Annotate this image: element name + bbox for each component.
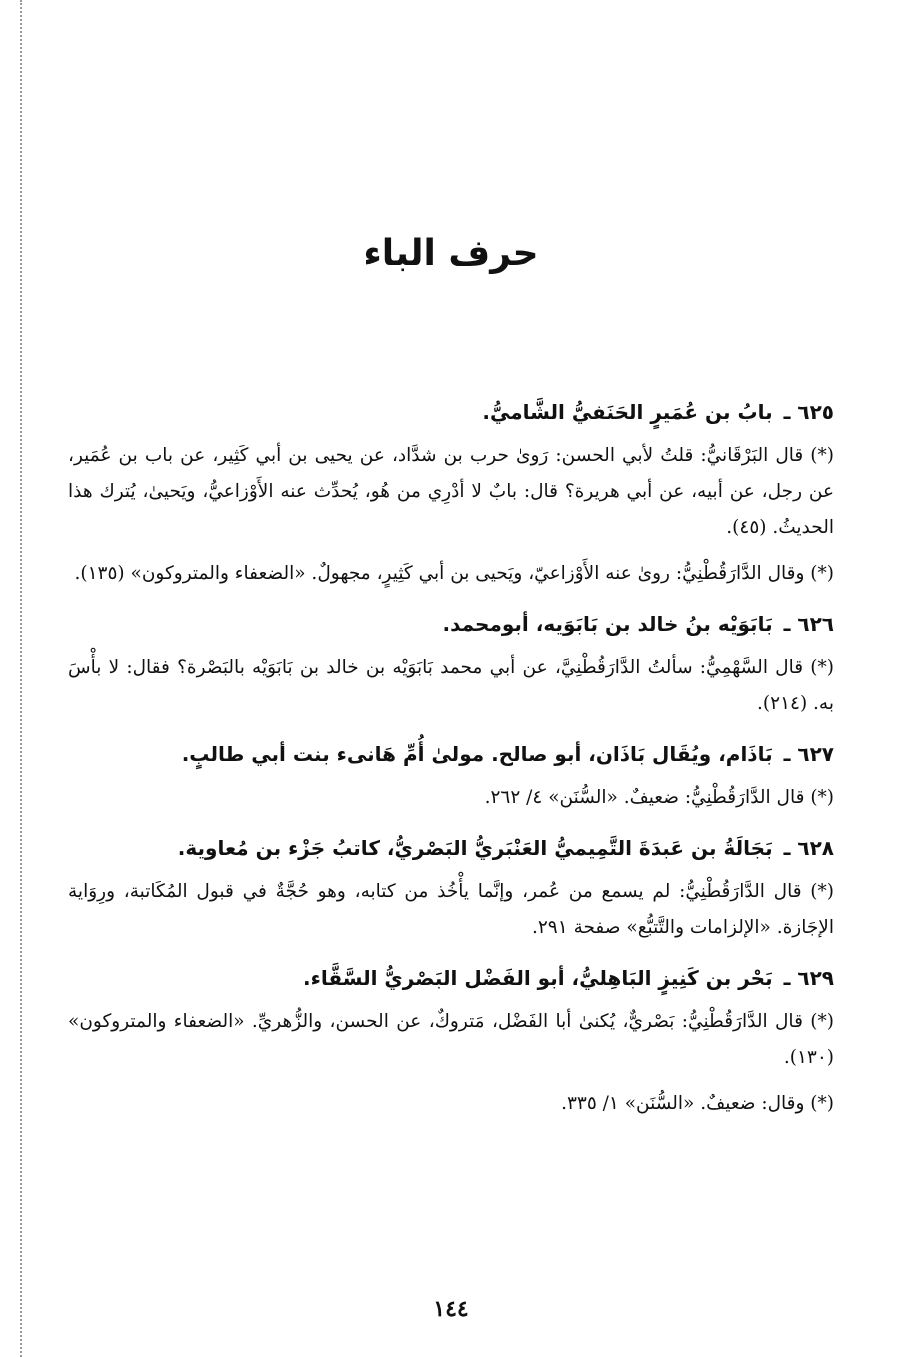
entry-title: بَابَوَيْه بنُ خالد بن بَابَوَيه، أبومحمد. (442, 612, 773, 636)
entry-paragraph: (*) وقال الدَّارَقُطْنِيُّ: روىٰ عنه الأَوْزاعيّ، ويَحيى بن أبي كَثِيرٍ، مجهولٌ. «الضعفاء والمتروكون» (١٣٥). (74, 563, 834, 584)
entry-number: ٦٢٦ ـ (783, 612, 834, 636)
entry-paragraph: (*) قال البَرْقَانيُّ: قلتُ لأبي الحسن: رَوىٰ حرب بن شدَّاد، عن يحيى بن أبي كَثِير، عن باب بن عُمَير، عن رجل، عن أبيه، عن أبي هريرة؟ قال: بابٌ لا أدْرِي من هُو، يُحدِّث عنه الأَوْزاعيُّ، ويَحيىٰ، يُترك هذا الحديثُ. (٤٥). (68, 445, 834, 538)
entry-title: بَحْر بن كَنِيزٍ البَاهِليُّ، أبو الفَضْل البَصْريُّ السَّقَّاء. (303, 966, 773, 990)
entry-title: بَجَالَةُ بن عَبدَةَ التَّمِيميُّ العَنْبَريُّ البَصْريُّ، كاتبُ جَزْء بن مُعاوية. (177, 836, 773, 860)
entry-title: بَاذَام، ويُقَال بَاذَان، أبو صالح. مولىٰ أُمِّ هَانىء بنت أبي طالبٍ. (181, 742, 773, 766)
entry-625 (68, 392, 834, 592)
entry-paragraph: (*) قال السَّهْمِيُّ: سألتُ الدَّارَقُطْنِيَّ، عن أبي محمد بَابَوَيْه بن خالد بن بَابَوَيْه بالبَصْرة؟ فقال: لا بأْسَ به. (٢١٤). (68, 657, 834, 714)
chapter-title: حرف الباء (363, 233, 539, 274)
entry-629 (68, 958, 834, 1122)
entry-paragraph: (*) وقال: ضعيفٌ. «السُّنَن» ١/ ٣٣٥. (561, 1093, 834, 1114)
book-page (68, 0, 834, 1357)
entries-list (68, 392, 834, 1134)
entry-paragraph: (*) قال الدَّارَقُطْنِيُّ: لم يسمع من عُمر، وإنَّما يأْخُذ من كتابه، وهو حُجَّةٌ في قبول المُكَاتبة، ورِوَاية الإجَازة. «الإلزامات والتَّتبُّع» صفحة ٢٩١. (68, 881, 834, 938)
entry-heading (68, 392, 834, 432)
entry-627 (68, 734, 834, 816)
entry-title: بابُ بن عُمَيرٍ الحَنَفيُّ الشَّاميُّ. (482, 400, 773, 424)
entry-heading (68, 828, 834, 868)
entry-heading (68, 734, 834, 774)
entry-paragraph: (*) قال الدَّارَقُطْنِيُّ: بَصْريٌّ، يُكنىٰ أبا الفَضْل، مَتروكٌ، عن الحسن، والزُّهريِّ. «الضعفاء والمتروكون» (١٣٠). (68, 1011, 834, 1068)
entry-626 (68, 604, 834, 722)
entry-number: ٦٢٥ ـ (783, 400, 834, 424)
page-number: ١٤٤ (433, 1296, 469, 1322)
entry-number: ٦٢٩ ـ (783, 966, 834, 990)
entry-heading (68, 604, 834, 644)
entry-paragraph: (*) قال الدَّارَقُطْنِيُّ: ضعيفٌ. «السُّنَن» ٤/ ٢٦٢. (484, 787, 834, 808)
binding-gutter (0, 0, 22, 1357)
entry-number: ٦٢٧ ـ (783, 742, 834, 766)
entry-heading (68, 958, 834, 998)
entry-number: ٦٢٨ ـ (783, 836, 834, 860)
entry-628 (68, 828, 834, 946)
